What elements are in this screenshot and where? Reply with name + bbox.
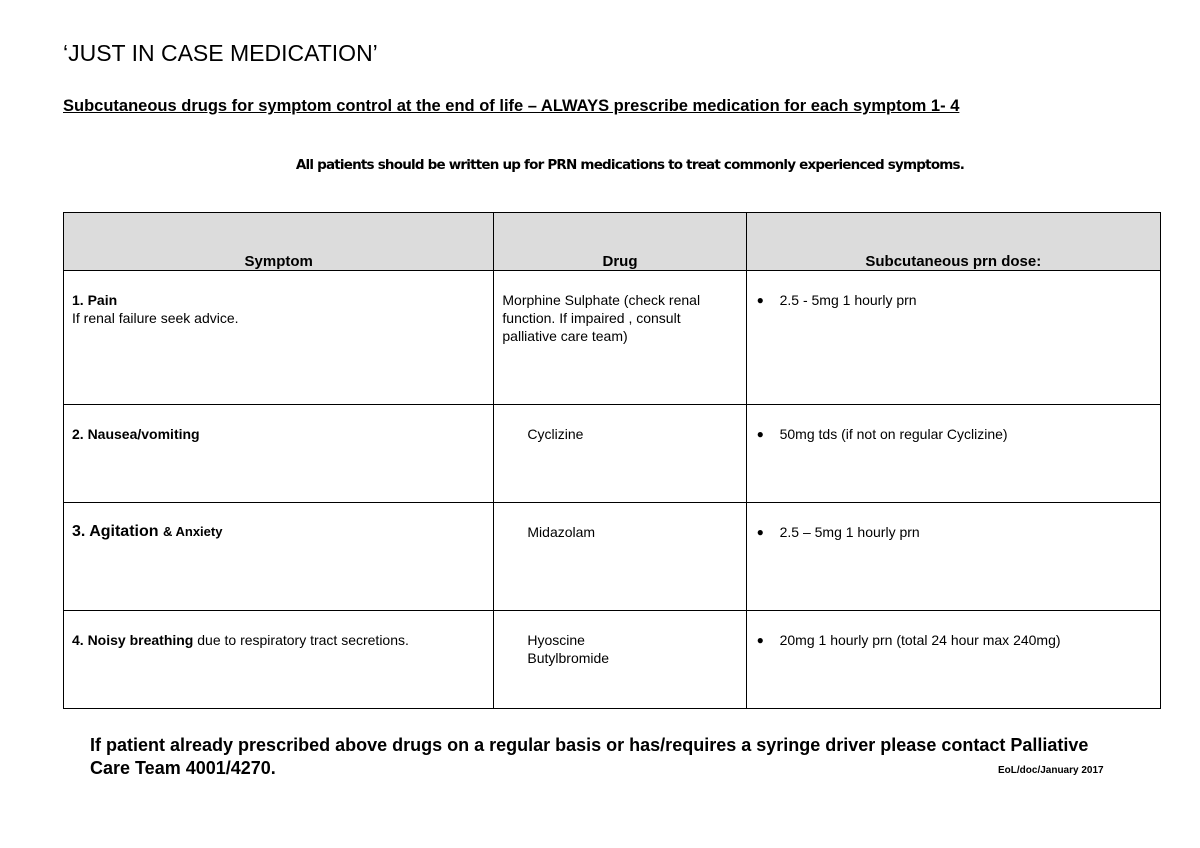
symptom-note: due to respiratory tract secretions. [197,632,409,648]
document-reference: EoL/doc/January 2017 [998,765,1104,776]
dose-text: 2.5 - 5mg 1 hourly prn [779,292,917,308]
drug-cell [494,271,746,405]
medication-table [63,212,1161,709]
drug-name-line2: Butylbromide [527,650,610,666]
dose-text: 20mg 1 hourly prn (total 24 hour max 240mg) [779,632,1061,648]
symptom-name: 1. Pain [72,292,118,308]
dose-cell [746,503,1160,611]
prn-note: All patients should be written up for PRN medications to treat commonly experienced symptoms. [295,157,965,173]
table-row [64,503,1161,611]
drug-cell [494,611,746,709]
header-symptom: Symptom [64,213,494,271]
drug-name-line1: Hyoscine [527,632,585,648]
bullet-icon: ● [756,427,764,441]
document-subtitle: Subcutaneous drugs for symptom control at the end of life – ALWAYS prescribe medication for each symptom 1- 4 [63,97,960,115]
symptom-name-suffix: & Anxiety [162,524,223,539]
bullet-icon: ● [756,633,764,647]
table-row [64,611,1161,709]
dose-cell [746,405,1160,503]
bullet-icon: ● [756,525,764,539]
footer-contact-note: If patient already prescribed above drugs on a regular basis or has/requires a syringe driver please contact Palliative Care Team 4001/4270. [90,735,1089,778]
header-drug: Drug [494,213,746,271]
bullet-icon: ● [756,293,764,307]
symptom-name: 2. Nausea/vomiting [72,426,200,442]
table-row [64,271,1161,405]
header-dose: Subcutaneous prn dose: [746,213,1160,271]
dose-text: 50mg tds (if not on regular Cyclizine) [779,426,1008,442]
dose-text: 2.5 – 5mg 1 hourly prn [779,524,920,540]
dose-cell [746,611,1160,709]
dose-cell [746,271,1160,405]
symptom-cell [64,503,494,611]
symptom-note: If renal failure seek advice. [72,310,239,326]
symptom-cell [64,405,494,503]
drug-cell [494,503,746,611]
symptom-cell [64,611,494,709]
drug-name: Midazolam [527,524,596,540]
document-title: ‘JUST IN CASE MEDICATION’ [63,40,378,66]
drug-name: Cyclizine [527,426,584,442]
table-row [64,405,1161,503]
symptom-cell [64,271,494,405]
drug-name: Morphine Sulphate (check renal function. If impaired , consult palliative care team) [502,292,701,344]
table-header-row [64,213,1161,271]
drug-cell [494,405,746,503]
symptom-name: 4. Noisy breathing [72,632,194,648]
symptom-name: 3. Agitation [72,523,159,540]
